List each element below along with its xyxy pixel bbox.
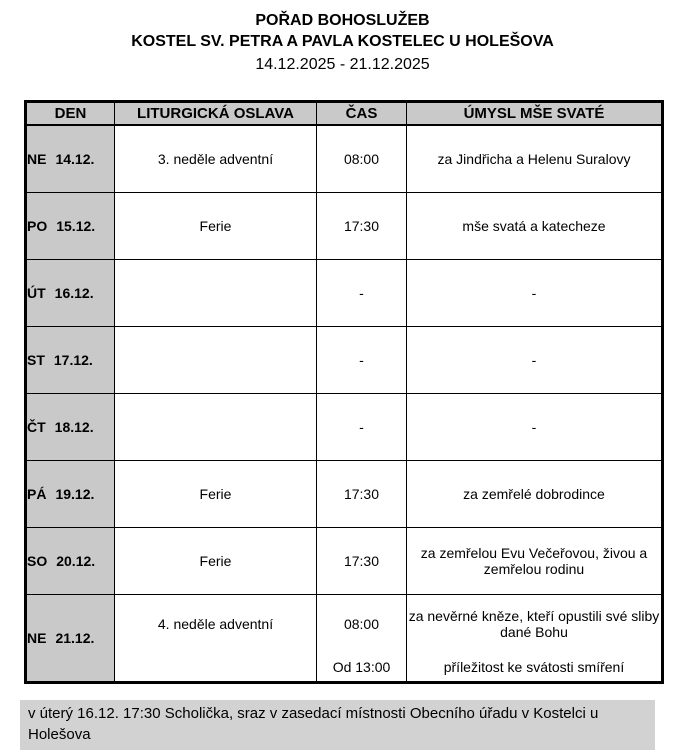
column-header-umysl: ÚMYSL MŠE SVATÉ [407, 102, 663, 126]
liturgical-cell [115, 594, 317, 682]
intention-entry-1: za nevěrné kněze, kteří opustili své sliby dané Bohu [408, 608, 660, 640]
intention-cell: - [407, 393, 663, 460]
day-date: 15.12. [56, 217, 96, 234]
document-header [0, 0, 685, 76]
time-entry-2: Od 13:00 [332, 659, 391, 675]
intention-entry-2: příležitost ke svátosti smíření [443, 659, 625, 675]
time-cell: - [317, 393, 407, 460]
liturgical-cell: 3. neděle adventní [115, 125, 317, 192]
day-date: 19.12. [55, 485, 95, 502]
intention-cell: za Jindřicha a Helenu Suralovy [407, 125, 663, 192]
day-abbr: PO [27, 217, 48, 234]
liturgical-cell [115, 259, 317, 326]
day-abbr: ČT [27, 418, 46, 435]
table-row-ne-21 [26, 594, 663, 682]
day-date: 17.12. [53, 351, 93, 368]
day-abbr: PÁ [27, 485, 47, 502]
day-cell [26, 393, 115, 460]
intention-cell: za zemřelé dobrodince [407, 460, 663, 527]
day-abbr: ST [27, 351, 45, 368]
schedule-table [24, 100, 664, 684]
table-row-ne-14 [26, 125, 663, 192]
table-row-ut-16 [26, 259, 663, 326]
day-abbr: NE [27, 150, 47, 167]
intention-cell [407, 594, 663, 682]
table-row-ct-18 [26, 393, 663, 460]
liturgical-label: 4. neděle adventní [157, 616, 274, 632]
table-row-pa-19 [26, 460, 663, 527]
day-cell [26, 594, 115, 682]
time-cell: 17:30 [317, 460, 407, 527]
date-range: 14.12.2025 - 21.12.2025 [255, 56, 430, 73]
time-cell: 08:00 [317, 125, 407, 192]
page-title: POŘAD BOHOSLUŽEB [255, 12, 430, 29]
time-cell: 17:30 [317, 192, 407, 259]
liturgical-label-secondary [115, 654, 316, 681]
table-row-po-15 [26, 192, 663, 259]
table-header-row [26, 102, 663, 126]
intention-cell: mše svatá a katecheze [407, 192, 663, 259]
day-date: 18.12. [54, 418, 94, 435]
day-date: 16.12. [54, 284, 94, 301]
time-cell: - [317, 326, 407, 393]
liturgical-cell: Ferie [115, 460, 317, 527]
table-row-so-20 [26, 527, 663, 594]
intention-cell: - [407, 326, 663, 393]
day-cell [26, 192, 115, 259]
column-header-liturgicka-oslava: LITURGICKÁ OSLAVA [115, 102, 317, 126]
liturgical-cell: Ferie [115, 192, 317, 259]
time-cell: - [317, 259, 407, 326]
day-abbr: SO [27, 552, 48, 569]
day-abbr: NE [27, 629, 47, 646]
day-date: 14.12. [55, 150, 95, 167]
church-name: KOSTEL SV. PETRA A PAVLA KOSTELEC U HOLEŠOVA [131, 33, 554, 50]
footer-note: v úterý 16.12. 17:30 Scholička, sraz v zasedací místnosti Obecního úřadu v Kostelci u Holešova [20, 700, 655, 750]
table-row-st-17 [26, 326, 663, 393]
time-cell: 17:30 [317, 527, 407, 594]
intention-cell: za zemřelou Evu Večeřovou, živou a zemřelou rodinu [407, 527, 663, 594]
day-abbr: ÚT [27, 284, 46, 301]
column-header-den: DEN [26, 102, 115, 126]
liturgical-cell [115, 326, 317, 393]
day-cell [26, 326, 115, 393]
liturgical-cell: Ferie [115, 527, 317, 594]
day-date: 21.12. [55, 629, 95, 646]
liturgical-cell [115, 393, 317, 460]
time-entry-1: 08:00 [343, 616, 380, 632]
intention-cell: - [407, 259, 663, 326]
day-cell [26, 527, 115, 594]
time-cell [317, 594, 407, 682]
column-header-cas: ČAS [317, 102, 407, 126]
day-cell [26, 259, 115, 326]
day-cell [26, 460, 115, 527]
day-date: 20.12. [56, 552, 96, 569]
day-cell [26, 125, 115, 192]
